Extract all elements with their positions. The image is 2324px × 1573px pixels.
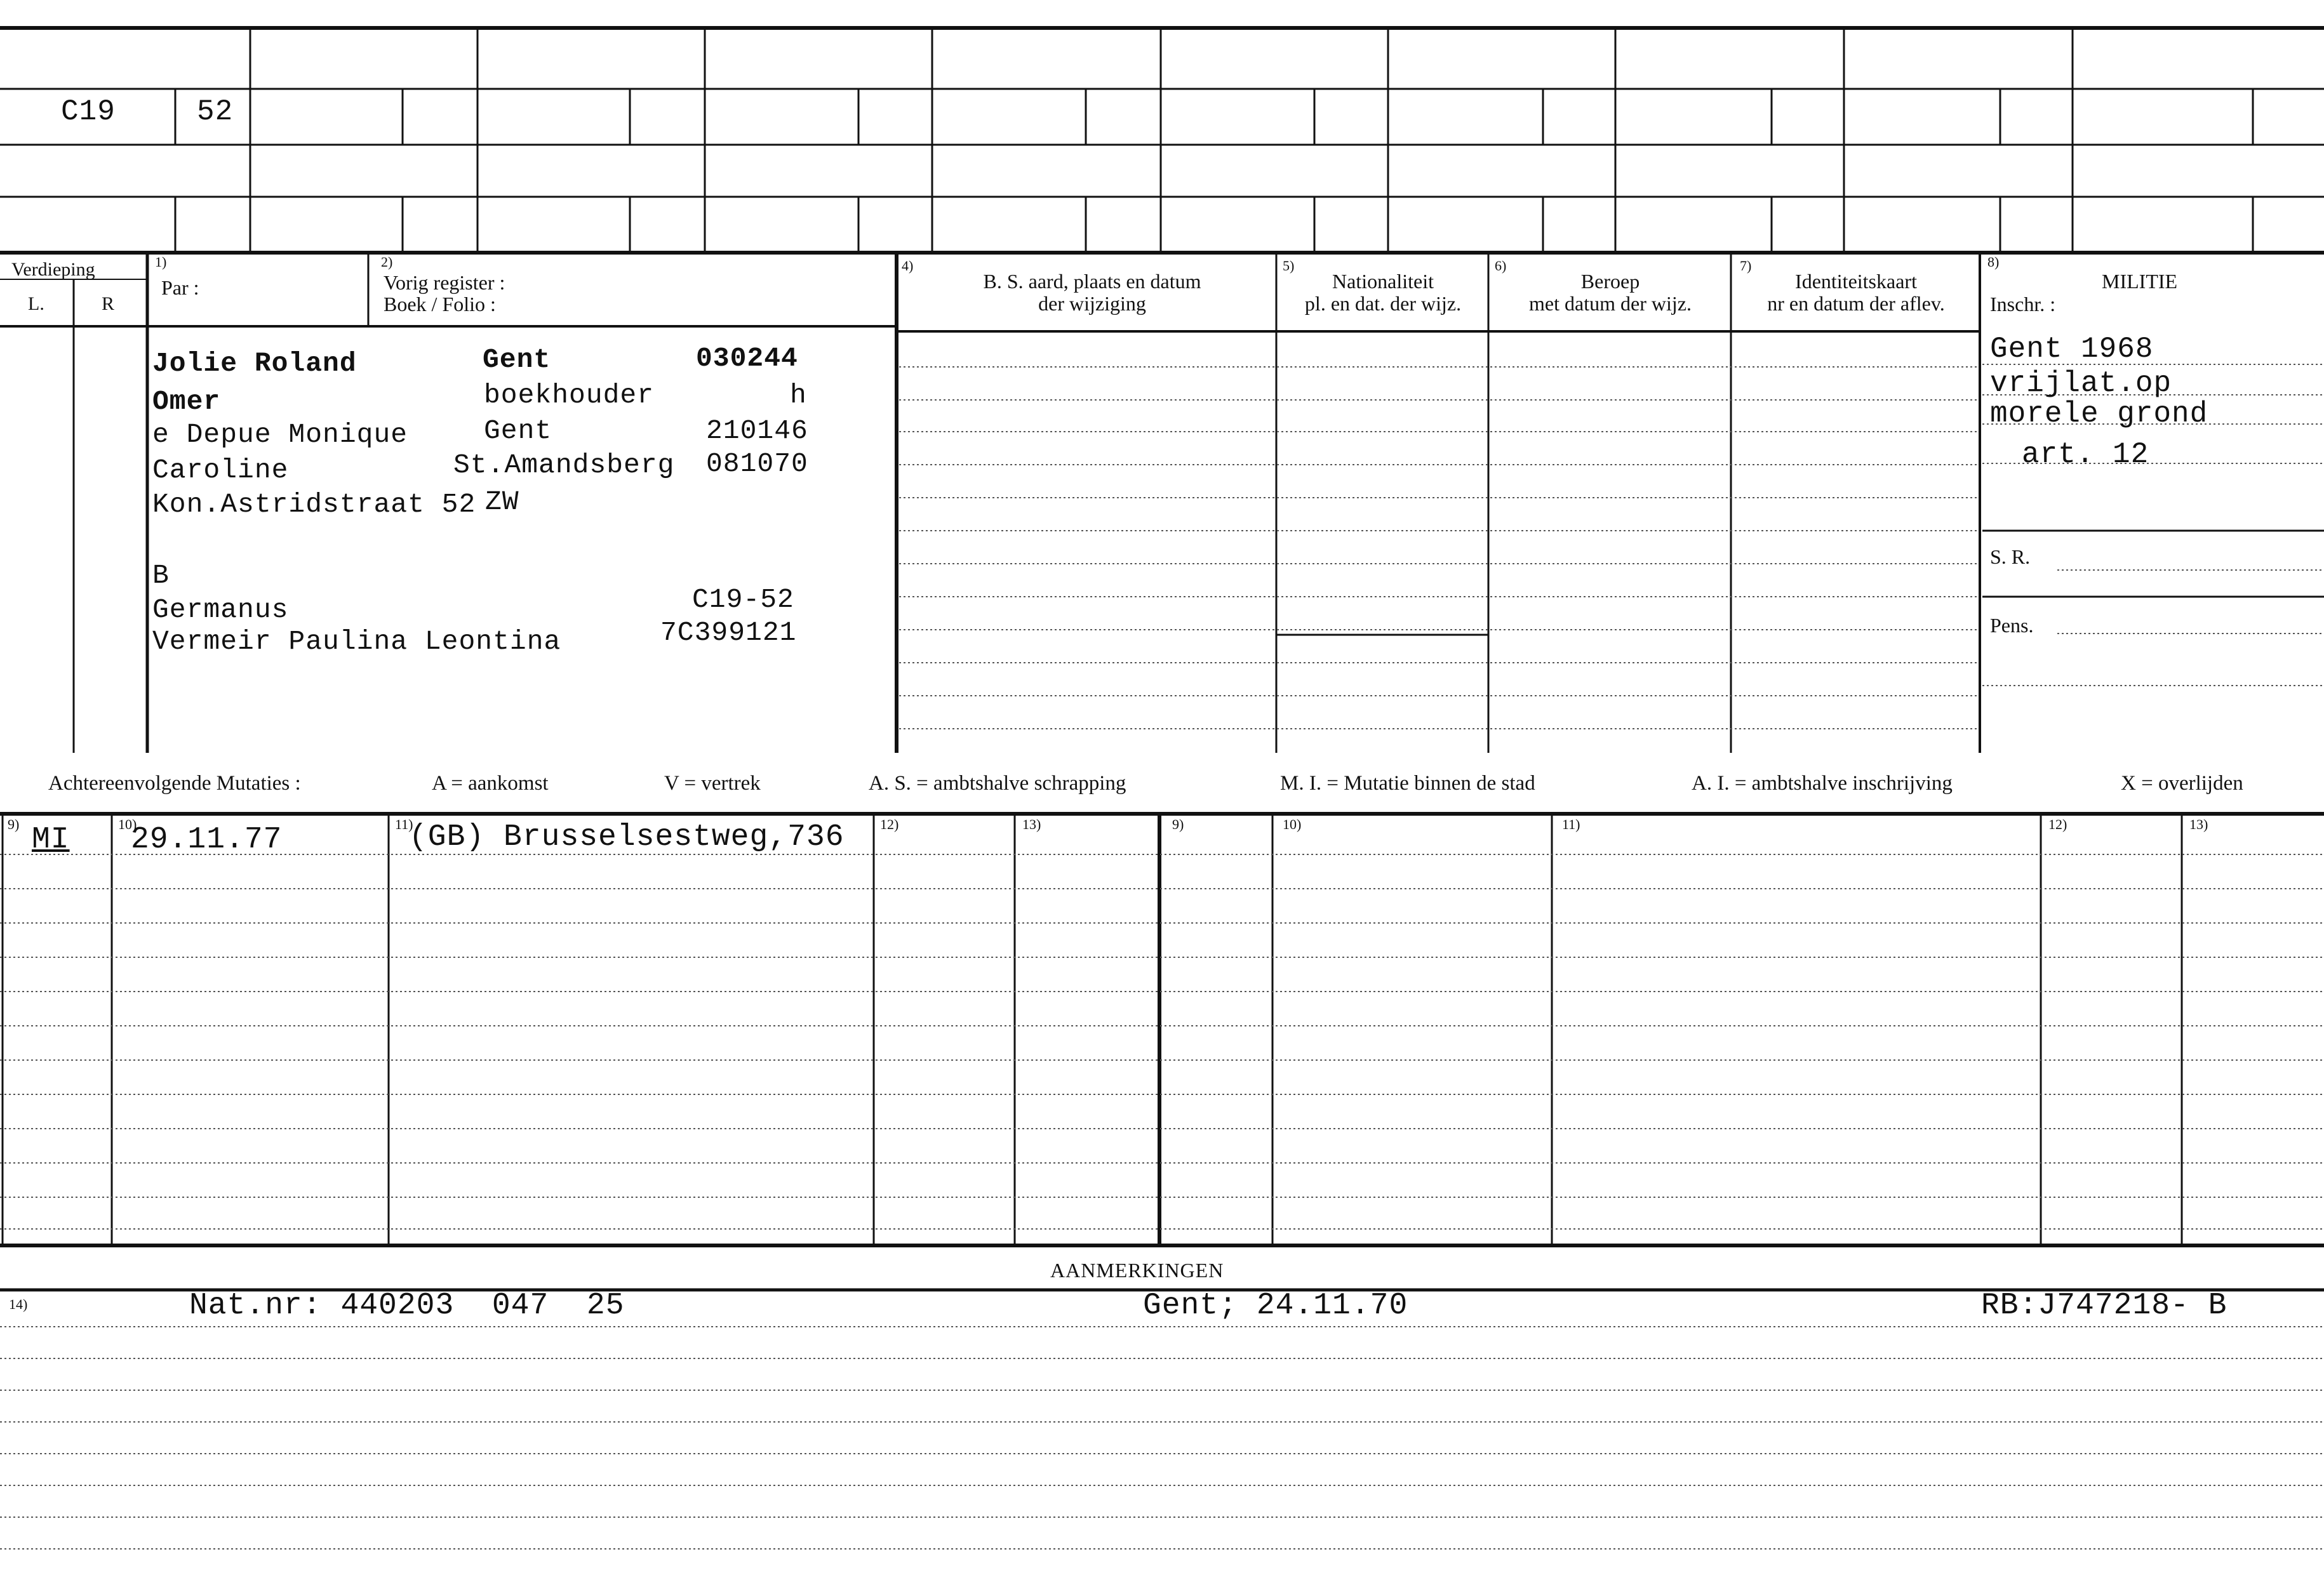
nationality-header — [1278, 270, 1488, 314]
legend-mutatie-stad: M. I. = Mutatie binnen de stad — [1280, 772, 1535, 795]
origin-date: 081070 — [706, 448, 808, 479]
militie-line-1: Gent 1968 — [1990, 333, 2154, 366]
mut-col-12-right: 12) — [2048, 816, 2067, 832]
mut-col-13-right: 13) — [2189, 816, 2208, 832]
profession-header-line2: met datum der wijz. — [1529, 291, 1692, 315]
legend-vertrek: V = vertrek — [664, 772, 761, 795]
household-letter: B — [152, 560, 170, 591]
inschr-label: Inschr. : — [1990, 293, 2056, 315]
militie-line-2: vrijlat.op — [1990, 367, 2172, 400]
national-number: Nat.nr: 440203 047 25 — [189, 1289, 625, 1323]
field-number-6: 6) — [1495, 258, 1507, 274]
militie-line-3: morele grond — [1990, 397, 2208, 430]
pens-label: Pens. — [1990, 614, 2034, 637]
idcard-header-line1: Identiteitskaart — [1795, 270, 1917, 293]
mut-col-9-left: 9) — [8, 816, 20, 832]
field-number-8: 8) — [1987, 254, 2000, 270]
marriage-place: Gent — [484, 415, 552, 446]
sex: h — [790, 380, 807, 411]
field-number-2: 2) — [381, 254, 393, 270]
mut-col-12-left: 12) — [880, 816, 899, 832]
legend-inschrijving: A. I. = ambtshalve inschrijving — [1692, 772, 1953, 795]
field-number-7: 7) — [1740, 258, 1752, 274]
bs-header — [908, 270, 1276, 314]
floor-right-label: R — [102, 293, 115, 314]
par-label: Par : — [161, 276, 199, 299]
mut-col-13-left: 13) — [1022, 816, 1041, 832]
mut-col-10-left: 10) — [118, 816, 137, 832]
mut-col-10-right: 10) — [1283, 816, 1302, 832]
idcard-header — [1732, 270, 1980, 314]
nationality-header-line1: Nationaliteit — [1332, 270, 1434, 293]
profession-header — [1490, 270, 1731, 314]
registration-place-date: Gent; 24.11.70 — [1143, 1289, 1408, 1323]
origin-place: St.Amandsberg — [453, 449, 675, 481]
remarks-title: AANMERKINGEN — [1050, 1259, 1224, 1282]
legend-title: Achtereenvolgende Mutaties : — [48, 772, 301, 795]
rb-reference: RB:J747218- B — [1981, 1289, 2227, 1323]
marriage-date: 210146 — [706, 415, 808, 446]
legend-overlijden: X = overlijden — [2121, 772, 2243, 795]
sr-label: S. R. — [1990, 545, 2031, 568]
field-number-1: 1) — [155, 254, 167, 270]
verdieping-label: Verdieping — [11, 259, 95, 280]
person-name: Jolie Roland — [152, 348, 357, 379]
field-number-14: 14) — [9, 1296, 28, 1312]
bs-header-line1: B. S. aard, plaats en datum — [983, 270, 1201, 293]
address-code: ZW — [485, 486, 519, 517]
father-name: Germanus — [152, 594, 289, 625]
mut-col-11-right: 11) — [1562, 816, 1580, 832]
boek-folio-label: Boek / Folio : — [384, 293, 496, 315]
profession: boekhouder — [484, 380, 655, 411]
field-number-4: 4) — [902, 258, 914, 274]
idcard-header-line2: nr en datum der aflev. — [1767, 291, 1945, 315]
mother-name: Vermeir Paulina Leontina — [152, 626, 561, 657]
birth-place: Gent — [483, 344, 551, 375]
register-number: 52 — [197, 95, 234, 128]
first-name: Omer — [152, 386, 221, 417]
mutation-date: 29.11.77 — [131, 823, 283, 857]
militie-line-4: art. 12 — [2022, 438, 2149, 471]
address: Kon.Astridstraat 52 — [152, 489, 476, 520]
legend-schrapping: A. S. = ambtshalve schrapping — [869, 772, 1126, 795]
mother-reference: 7C399121 — [660, 617, 797, 648]
profession-header-line1: Beroep — [1580, 270, 1640, 293]
spouse-name: e Depue Monique — [152, 419, 408, 450]
register-reference: C19-52 — [692, 584, 794, 615]
legend-aankomst: A = aankomst — [432, 772, 549, 795]
mut-col-9-right: 9) — [1172, 816, 1184, 832]
birth-date: 030244 — [696, 343, 798, 374]
mutation-address: (GB) Brusselsestweg,736 — [409, 820, 845, 854]
spouse-first-name: Caroline — [152, 455, 289, 486]
bs-header-line2: der wijziging — [1038, 291, 1146, 315]
nationality-header-line2: pl. en dat. der wijz. — [1304, 291, 1462, 315]
vorig-register-label: Vorig register : — [384, 271, 505, 294]
field-number-5: 5) — [1283, 258, 1295, 274]
mutation-type: MI — [32, 823, 70, 857]
floor-left-label: L. — [28, 293, 44, 314]
mut-col-11-left: 11) — [395, 816, 413, 832]
register-code: C19 — [61, 95, 116, 128]
militie-label: MILITIE — [2102, 270, 2178, 293]
